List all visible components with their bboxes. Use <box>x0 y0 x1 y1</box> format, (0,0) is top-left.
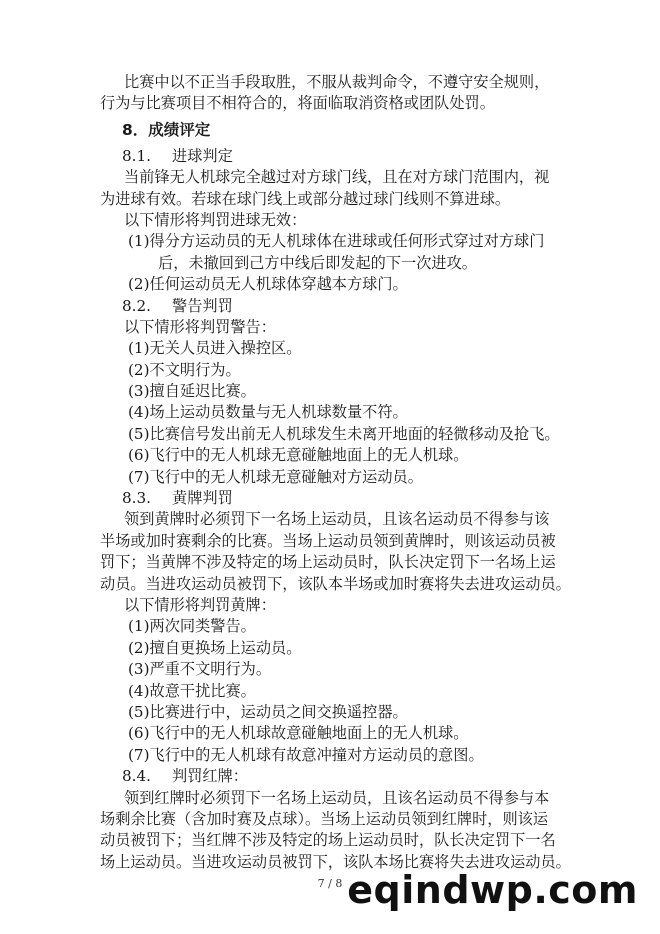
list-item: (3)严重不文明行为。 <box>128 660 272 679</box>
subsection-number: 8.3. <box>122 489 151 508</box>
subsection-heading-8-3 <box>100 488 562 509</box>
paragraph-line: 当前锋无人机球完全越过对方球门线，且在对方球门范围内，视 <box>124 168 550 187</box>
subsection-heading-8-4 <box>100 766 562 787</box>
watermark: eqindwp.com <box>347 868 638 912</box>
list-intro: 以下情形将判罚黄牌： <box>124 595 276 614</box>
list-item: (7)飞行中的无人机球有故意冲撞对方运动员的意图。 <box>128 745 484 764</box>
paragraph-line: 领到黄牌时必须罚下一名场上运动员，且该名运动员不得参与该 <box>124 510 550 529</box>
list-item-continuation: 后，未撤回到己方中线后即发起的下一次进攻。 <box>158 253 477 272</box>
subsection-title: 警告判罚 <box>172 296 233 315</box>
subsection-title: 进球判定 <box>172 146 233 165</box>
subsection-number: 8.2. <box>122 296 151 315</box>
list-item: (4)场上运动员数量与无人机球数量不符。 <box>128 403 408 422</box>
list-item: (3)擅自延迟比赛。 <box>128 382 256 401</box>
paragraph-line: 动员被罚下；当红牌不涉及特定的场上运动员时，队长决定罚下一名 <box>100 831 556 850</box>
list-item: (4)故意干扰比赛。 <box>128 681 256 700</box>
page-number: 7 / 8 <box>317 877 343 890</box>
list-item: (1)无关人员进入操控区。 <box>128 339 302 358</box>
list-intro: 以下情形将判罚警告： <box>124 317 276 336</box>
list-item: (5)比赛进行中，运动员之间交换遥控器。 <box>128 702 408 721</box>
list-item: (6)飞行中的无人机球无意碰触地面上的无人机球。 <box>128 446 469 465</box>
paragraph-line: 领到红牌时必须罚下一名场上运动员，且该名运动员不得参与本 <box>124 788 550 807</box>
subsection-number: 8.4. <box>122 767 151 786</box>
list-intro: 以下情形将判罚进球无效： <box>124 210 307 229</box>
paragraph-line: 罚下；当黄牌不涉及特定的场上运动员时，队长决定罚下一名场上运 <box>100 553 556 572</box>
paragraph-line: 场剩余比赛（含加时赛及点球）。当场上运动员领到红牌时，则该运 <box>100 809 549 828</box>
paragraph-line: 为进球有效。若球在球门线上或部分越过球门线则不算进球。 <box>100 189 511 208</box>
subsection-title: 判罚红牌： <box>172 767 248 786</box>
list-item: (5)比赛信号发出前无人机球发生未离开地面的轻微移动及抢飞。 <box>128 424 560 443</box>
list-item: (2)不文明行为。 <box>128 360 241 379</box>
list-item: (2)擅自更换场上运动员。 <box>128 638 302 657</box>
intro-line: 行为与比赛项目不相符合的，将面临取消资格或团队处罚。 <box>100 94 495 113</box>
subsection-heading-8-2 <box>100 296 562 317</box>
list-item: (1)得分方运动员的无人机球体在进球或任何形式穿过对方球门 <box>128 232 545 251</box>
intro-line: 比赛中以不正当手段取胜，不服从裁判命令，不遵守安全规则， <box>124 73 550 91</box>
list-item: (2)任何运动员无人机球体穿越本方球门。 <box>128 275 408 294</box>
document-body <box>100 72 571 873</box>
section-title: 8．成绩评定 <box>122 120 211 139</box>
list-item: (7)飞行中的无人机球无意碰触对方运动员。 <box>128 467 423 486</box>
subsection-heading-8-1 <box>100 146 562 167</box>
list-item: (6)飞行中的无人机球故意碰触地面上的无人机球。 <box>128 724 469 743</box>
list-item: (1)两次同类警告。 <box>128 617 256 636</box>
paragraph-line: 动员。当进攻运动员被罚下，该队本半场或加时赛将失去进攻运动员。 <box>100 574 571 593</box>
subsection-number: 8.1. <box>122 146 151 165</box>
paragraph-line: 场上运动员。当进攻运动员被罚下，该队本场比赛将失去进攻运动员。 <box>100 852 571 871</box>
subsection-title: 黄牌判罚 <box>172 489 233 508</box>
paragraph-line: 半场或加时赛剩余的比赛。当场上运动员领到黄牌时，则该运动员被 <box>100 531 556 550</box>
